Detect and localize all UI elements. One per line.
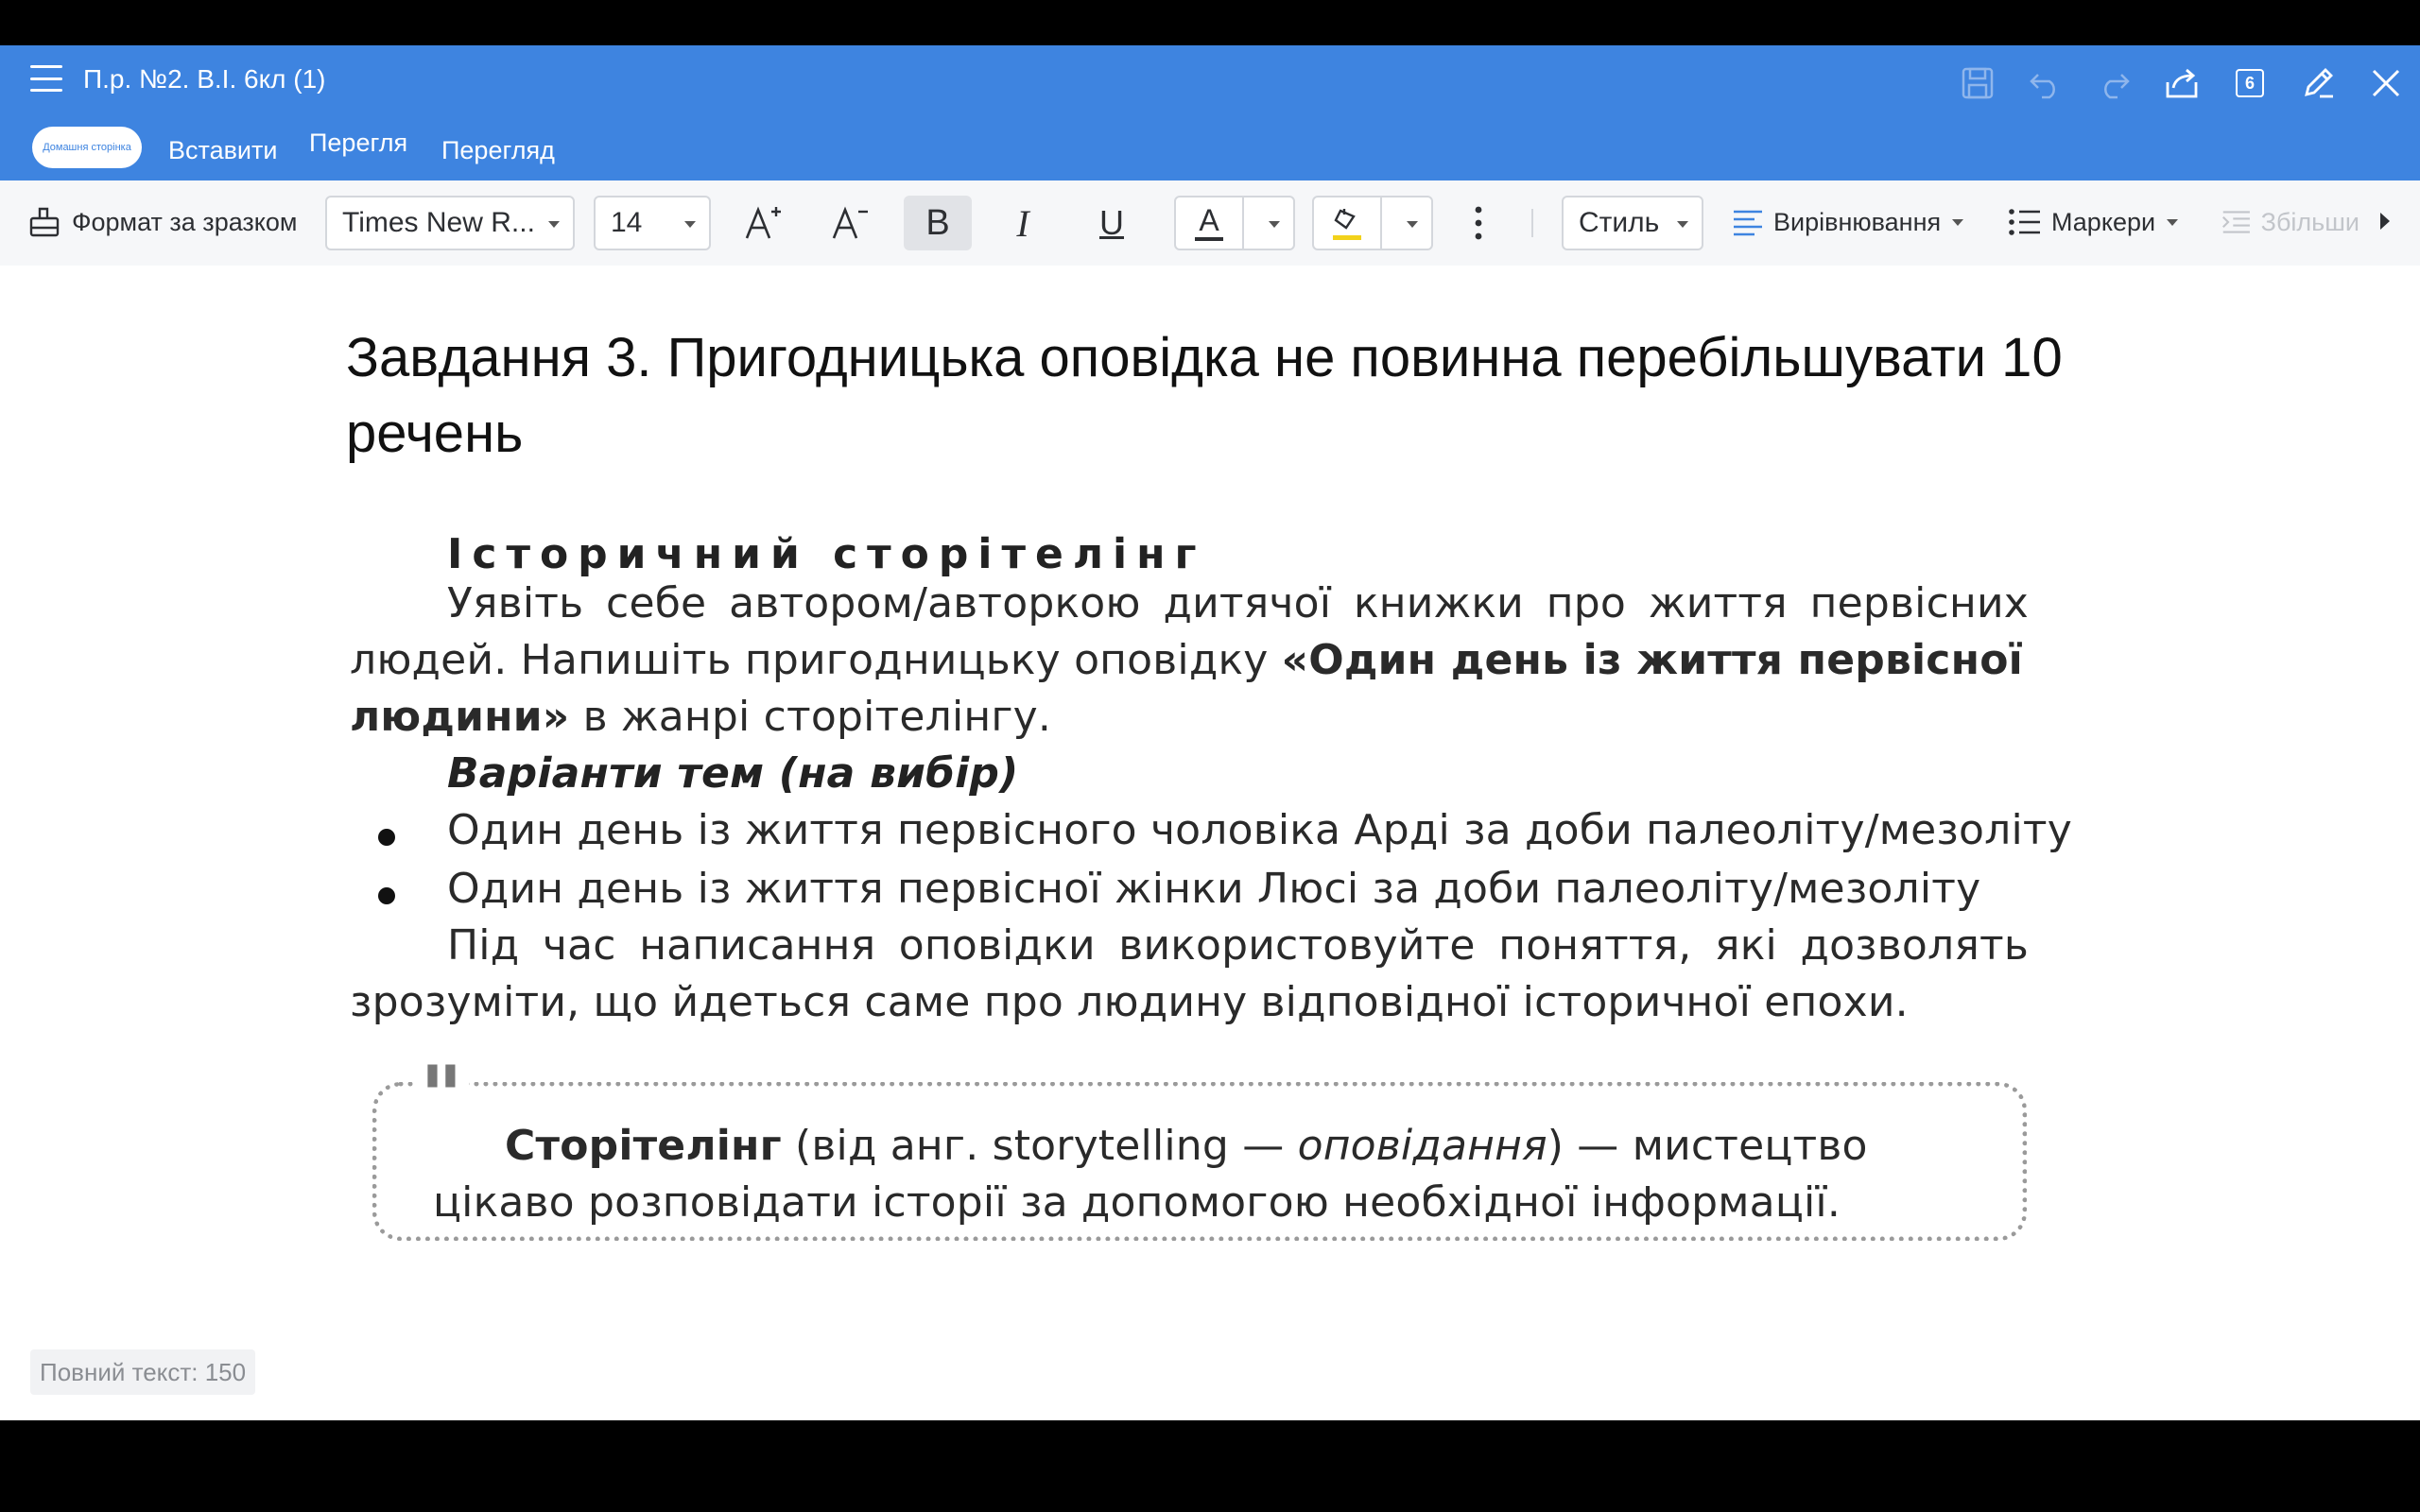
- scan-text: ) — мистецтво: [1547, 1122, 1868, 1170]
- font-color-button[interactable]: [1176, 198, 1244, 249]
- definition-line-2: цікаво розповідати історії за допомогою необхідної інформації.: [433, 1178, 1841, 1227]
- underline-button[interactable]: [1078, 196, 1146, 250]
- scan-italic-text: оповідання: [1297, 1122, 1547, 1170]
- indent-label: Збільши: [2260, 207, 2360, 236]
- bullet-dot: [378, 829, 395, 846]
- quote-mark-icon: ": [414, 1059, 469, 1135]
- chevron-down-icon[interactable]: [1407, 221, 1418, 228]
- font-color-swatch: [1195, 237, 1223, 241]
- tab-home[interactable]: Домашня сторінка: [32, 127, 142, 168]
- document-heading: [346, 320, 2237, 472]
- bold-button[interactable]: [904, 196, 972, 250]
- bullet-list-icon: [2008, 207, 2042, 237]
- alignment-label: Вирівнювання: [1773, 207, 1942, 236]
- toolbar-scroll-right-icon[interactable]: [2380, 213, 2390, 230]
- scan-text: в жанрі сторітелінгу.: [569, 693, 1052, 741]
- chevron-down-icon: [2167, 219, 2178, 226]
- ribbon-tabs: [0, 121, 2420, 180]
- tab-view[interactable]: Перегляд: [441, 136, 555, 164]
- scan-bullet-1: Один день із життя первісного чоловіка Арді за доби палеоліту/мезоліту: [447, 806, 2072, 854]
- toolbar-divider: [1531, 209, 1533, 237]
- scan-variants-title: Варіанти тем (на вибір): [447, 749, 1019, 798]
- italic-icon: I: [1016, 201, 1029, 245]
- increase-indent-icon: [2221, 207, 2252, 237]
- scan-bold-text: людини»: [350, 693, 570, 741]
- highlight-swatch: [1333, 235, 1361, 240]
- increase-indent-button[interactable]: [2221, 194, 2360, 250]
- scan-paragraph-1-line-2: [350, 636, 2029, 684]
- pages-count: 6: [2236, 69, 2264, 97]
- vertical-dots-icon: [1474, 204, 1483, 242]
- italic-button[interactable]: [989, 196, 1057, 250]
- redo-icon[interactable]: [2080, 57, 2148, 110]
- definition-line-1: [505, 1122, 1979, 1170]
- share-icon[interactable]: [2148, 57, 2216, 110]
- highlight-color-control[interactable]: [1312, 196, 1433, 250]
- edit-pen-icon[interactable]: [2284, 57, 2352, 110]
- heading-line-1: Завдання 3. Пригодницька оповідка не повинна перебільшувати 10: [346, 327, 2063, 388]
- bullets-label: Маркери: [2051, 207, 2156, 236]
- document-page[interactable]: [0, 266, 2420, 1420]
- chevron-down-icon: [1952, 219, 1963, 226]
- word-count-status[interactable]: Повний текст: 150: [30, 1349, 255, 1395]
- bullets-dropdown[interactable]: [2008, 194, 2178, 250]
- chevron-down-icon: [548, 221, 560, 228]
- underline-icon: U: [1099, 203, 1124, 242]
- scan-bullet-2: Один день із життя первісної жінки Люсі за доби палеоліту/мезоліту: [447, 865, 1981, 913]
- chevron-down-icon: [1677, 221, 1688, 228]
- title-row: [0, 45, 2420, 121]
- font-color-control[interactable]: [1174, 196, 1295, 250]
- increase-font-icon: [743, 202, 785, 244]
- tab-insert[interactable]: Вставити: [168, 136, 278, 164]
- heading-line-2: речень: [346, 403, 524, 464]
- scan-paragraph-2-line-1: Під час написання оповідки використовуйте поняття, які дозволять: [447, 921, 2029, 970]
- scan-paragraph-1-line-3: [350, 693, 2029, 741]
- decrease-font-button[interactable]: [817, 196, 885, 250]
- increase-font-button[interactable]: [730, 196, 798, 250]
- font-family-select[interactable]: [325, 196, 575, 250]
- style-label: Стиль: [1579, 207, 1660, 238]
- title-actions: [1944, 57, 2420, 110]
- chevron-down-icon: [684, 221, 696, 228]
- embedded-scanned-image[interactable]: [350, 509, 2072, 1246]
- scan-bold-text: «Один день із життя первісної: [1281, 636, 2023, 684]
- format-painter-label: Формат за зразком: [72, 207, 298, 236]
- hamburger-menu-icon[interactable]: [30, 62, 62, 94]
- scan-text: людей. Напишіть пригодницьку оповідку: [350, 636, 1282, 684]
- scan-title: Історичний сторітелінг: [447, 530, 1206, 578]
- scan-text: (від анг. storytelling —: [781, 1122, 1298, 1170]
- alignment-dropdown[interactable]: [1732, 194, 1963, 250]
- scan-paragraph-2-line-2: зрозуміти, що йдеться саме про людину відповідної історичної епохи.: [350, 978, 1909, 1026]
- format-painter-icon: [28, 205, 62, 239]
- paint-bucket-icon: [1333, 207, 1361, 233]
- format-painter-button[interactable]: [28, 194, 298, 250]
- font-size-select[interactable]: [594, 196, 711, 250]
- scan-paragraph-1-line-1: Уявіть себе автором/авторкою дитячої книжки про життя первісних: [447, 579, 2029, 627]
- tab-review[interactable]: Перегля: [309, 129, 408, 157]
- font-color-icon: A: [1199, 202, 1219, 237]
- formatting-toolbar: [0, 180, 2420, 267]
- save-icon[interactable]: [1944, 57, 2012, 110]
- bold-icon: B: [925, 202, 950, 243]
- document-title: П.р. №2. В.І. 6кл (1): [83, 64, 326, 94]
- font-family-value: Times New R...: [342, 207, 535, 238]
- decrease-font-icon: [830, 202, 872, 244]
- bullet-dot: [378, 887, 395, 904]
- highlight-button[interactable]: [1314, 198, 1382, 249]
- more-options-button[interactable]: [1444, 196, 1512, 250]
- chevron-down-icon[interactable]: [1269, 221, 1280, 228]
- style-select[interactable]: [1562, 196, 1703, 250]
- pages-count-icon[interactable]: [2216, 57, 2284, 110]
- close-icon[interactable]: [2352, 57, 2420, 110]
- font-size-value: 14: [611, 207, 643, 238]
- definition-term: Сторітелінг: [505, 1122, 782, 1170]
- align-left-icon: [1732, 208, 1764, 236]
- undo-icon[interactable]: [2012, 57, 2080, 110]
